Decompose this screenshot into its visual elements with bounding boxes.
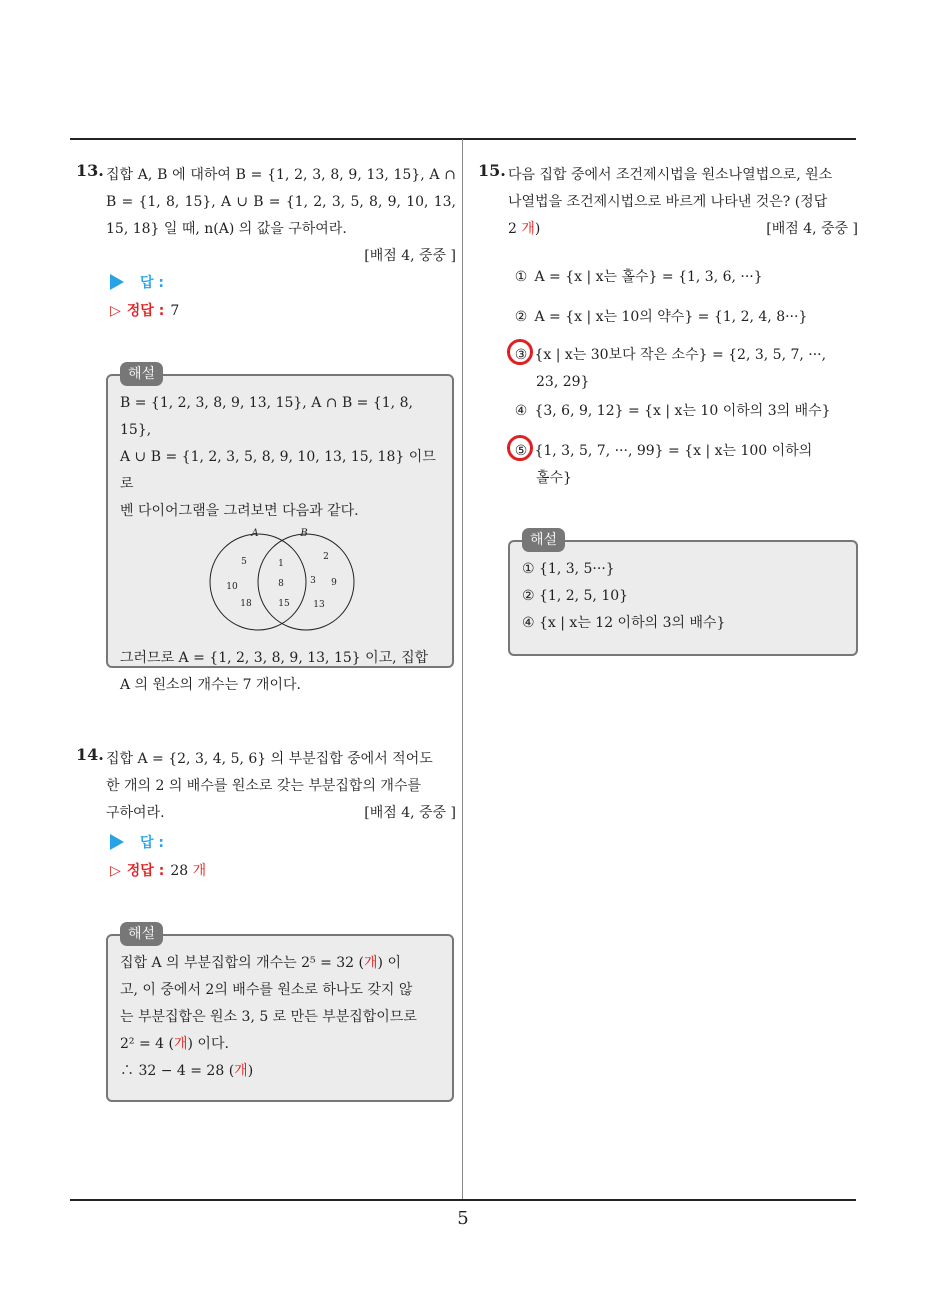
solution-line: A ∪ B = {1, 2, 3, 5, 8, 9, 10, 13, 15, 18} 이므로 xyxy=(120,449,436,492)
venn-only-b-4: 13 xyxy=(313,600,325,610)
venn-both-2: 8 xyxy=(278,579,284,589)
venn-only-a-1: 5 xyxy=(241,557,247,567)
problem-text-line: 나열법을 조건제시법으로 바르게 나타낸 것은? (정답 xyxy=(508,194,828,210)
correct-unit: 개 xyxy=(192,863,207,879)
solution-line: ② {1, 2, 5, 10} xyxy=(522,588,629,604)
solution-box xyxy=(106,926,454,1102)
problem-text: 집합 A, B 에 대하여 B = {1, 2, 3, 8, 9, 13, 15}, A ∩ B = {1, 8, 15}, A ∪ B = {1, 2, 3, 5, 8, 9, 10, 13, 15, 18} 일 때, n(A) 의 값을 구하여라. xyxy=(106,167,456,237)
option-4[interactable] xyxy=(512,398,831,425)
solution-line: ④ {x | x는 12 이하의 3의 배수} xyxy=(522,615,726,631)
option-text-cont: 23, 29} xyxy=(536,374,590,390)
venn-diagram xyxy=(120,527,440,637)
solution-box xyxy=(508,532,858,656)
problem-text xyxy=(106,746,456,827)
solution-line: 2² = 4 (개) 이다. xyxy=(120,1036,229,1052)
option-5[interactable] xyxy=(512,438,812,492)
page-number: 5 xyxy=(457,1208,469,1229)
correct-answer-row xyxy=(110,856,206,886)
venn-label-b: B xyxy=(300,528,308,539)
venn-only-b-3: 9 xyxy=(331,578,337,588)
option-mark: ⑤ xyxy=(514,443,528,459)
option-mark: ① xyxy=(514,269,528,285)
solution-line: A 의 원소의 개수는 7 개이다. xyxy=(120,677,301,693)
correct-answer-row xyxy=(110,296,179,326)
solution-line: 는 부분집합은 원소 3, 5 로 만든 부분집합이므로 xyxy=(120,1009,417,1025)
bottom-rule xyxy=(70,1199,856,1201)
outline-triangle-icon: ▷ xyxy=(110,303,121,319)
solution-line: ① {1, 3, 5···} xyxy=(522,561,615,577)
correct-label: 정답 : xyxy=(126,303,165,319)
solution-tab: 해설 xyxy=(522,528,565,552)
venn-only-a-2: 10 xyxy=(226,582,238,592)
solution-tab: 해설 xyxy=(120,362,163,386)
answer-row xyxy=(110,828,164,858)
red-circle-icon xyxy=(507,339,533,365)
venn-only-b-1: 2 xyxy=(323,552,329,562)
problem-number: 14. xyxy=(76,745,104,764)
solution-line: ∴ 32 − 4 = 28 (개) xyxy=(120,1063,254,1079)
option-1[interactable] xyxy=(512,264,763,291)
venn-label-a: A xyxy=(251,528,259,539)
correct-label: 정답 : xyxy=(126,863,165,879)
red-circle-icon xyxy=(507,435,533,461)
option-text: {x | x는 30보다 작은 소수} = {2, 3, 5, 7, ···, xyxy=(534,347,827,363)
problem-text-line: 다음 집합 중에서 조건제시법을 원소나열법으로, 원소 xyxy=(508,167,833,183)
problem-text-line: 한 개의 2 의 배수를 원소로 갖는 부분집합의 개수를 xyxy=(106,778,421,794)
option-text: A = {x | x는 10의 약수} = {1, 2, 4, 8···} xyxy=(534,309,808,325)
problem-text xyxy=(508,162,858,243)
problem-score: [배점 4, 중중 ] xyxy=(766,221,858,237)
venn-both-3: 15 xyxy=(278,599,290,609)
option-2[interactable] xyxy=(512,304,807,331)
correct-value: 28 xyxy=(170,863,189,879)
problem-text-line: 구하여라. [배점 4, 중중 ] xyxy=(106,800,456,827)
solution-line: 벤 다이어그램을 그려보면 다음과 같다. xyxy=(120,503,359,519)
top-rule xyxy=(70,138,856,140)
correct-value: 7 xyxy=(170,303,180,319)
option-text: {3, 6, 9, 12} = {x | x는 10 이하의 3의 배수} xyxy=(534,403,831,419)
selected-mark xyxy=(512,438,530,465)
option-mark: ② xyxy=(514,309,528,325)
play-icon xyxy=(110,834,124,850)
column-divider xyxy=(462,139,463,1201)
answer-row xyxy=(110,268,164,298)
problem-14 xyxy=(76,746,456,827)
venn-only-b-2: 3 xyxy=(310,576,316,586)
problem-score: [배점 4, 중중 ] xyxy=(364,805,456,821)
solution-box xyxy=(106,366,454,693)
solution-tab: 해설 xyxy=(120,922,163,946)
selected-mark xyxy=(512,342,530,369)
option-3[interactable] xyxy=(512,342,826,396)
solution-line: B = {1, 2, 3, 8, 9, 13, 15}, A ∩ B = {1, 8, 15}, xyxy=(120,395,413,438)
solution-line: 그러므로 A = {1, 2, 3, 8, 9, 13, 15} 이고, 집합 xyxy=(120,650,429,666)
problem-text-line: 2 개) [배점 4, 중중 ] xyxy=(508,216,858,243)
solution-line: 집합 A 의 부분집합의 개수는 2⁵ = 32 (개) 이 xyxy=(120,955,401,971)
answer-label: 답 : xyxy=(140,835,164,851)
option-text-cont: 홀수} xyxy=(536,470,572,486)
option-text: A = {x | x는 홀수} = {1, 3, 6, ···} xyxy=(534,269,763,285)
venn-both-1: 1 xyxy=(278,559,284,569)
problem-number: 15. xyxy=(478,161,506,180)
outline-triangle-icon: ▷ xyxy=(110,863,121,879)
option-mark: ④ xyxy=(514,403,528,419)
problem-number: 13. xyxy=(76,161,104,180)
problem-15 xyxy=(478,162,858,243)
option-mark: ③ xyxy=(514,347,528,363)
venn-only-a-3: 18 xyxy=(240,599,252,609)
problem-text-line: 집합 A = {2, 3, 4, 5, 6} 의 부분집합 중에서 적어도 xyxy=(106,751,433,767)
play-icon xyxy=(110,274,124,290)
solution-line: 고, 이 중에서 2의 배수를 원소로 하나도 갖지 않 xyxy=(120,982,413,998)
option-text: {1, 3, 5, 7, ···, 99} = {x | x는 100 이하의 xyxy=(534,443,813,459)
problem-13 xyxy=(76,162,456,270)
problem-score: [배점 4, 중중 ] xyxy=(364,248,456,264)
answer-label: 답 : xyxy=(140,275,164,291)
